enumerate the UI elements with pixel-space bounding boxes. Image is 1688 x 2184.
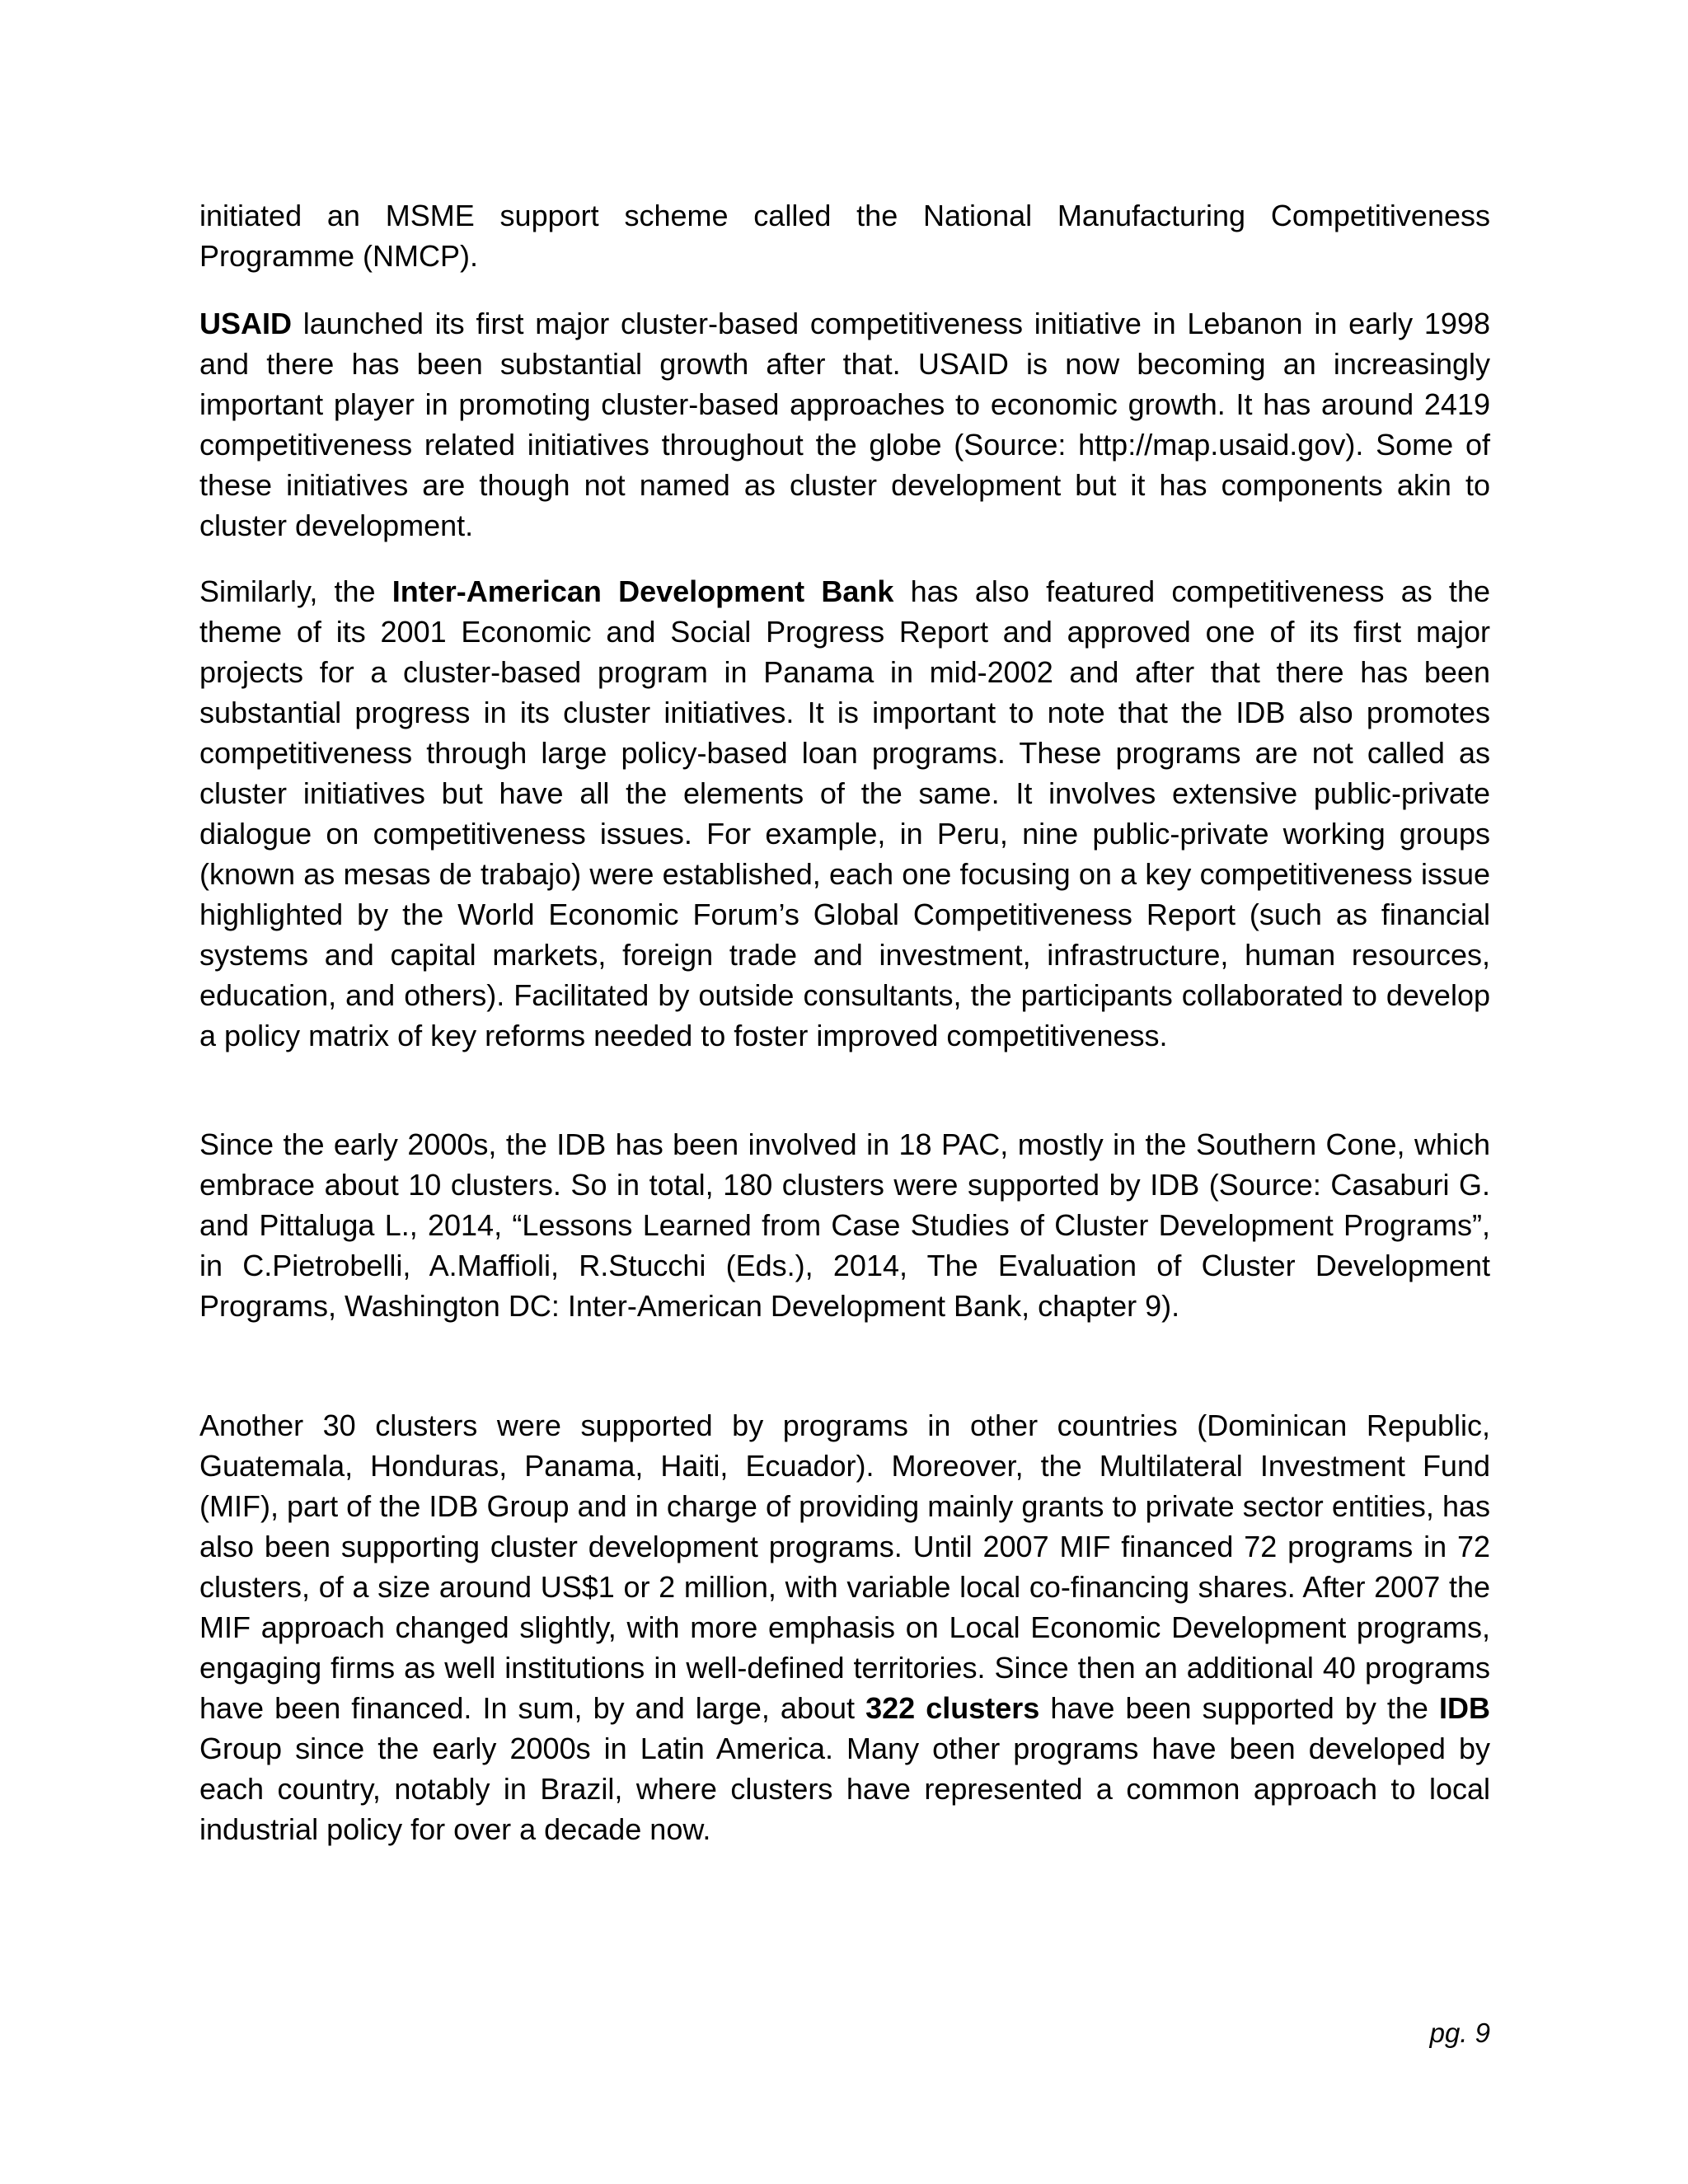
paragraph-text: launched its first major cluster-based competitiveness initiative in Lebanon in early 1998 and there has been substantial growth after that. USAID is now becoming an increasingly important player in promoting cluster-based approaches to economic growth. It has around 2419 competitiveness related initiatives throughout the globe (Source: http://map.usaid.gov). Some of these initiatives are though not named as cluster development but it has components akin to cluster development. xyxy=(199,307,1490,542)
paragraph-text: have been supported by the xyxy=(1039,1691,1439,1725)
paragraph-pac xyxy=(199,1124,1490,1326)
bold-term-idb-group: IDB xyxy=(1438,1691,1490,1725)
bold-term-usaid: USAID xyxy=(199,307,293,340)
paragraph-mif xyxy=(199,1405,1490,1849)
paragraph-text: Group since the early 2000s in Latin America. Many other programs have been developed by each country, notably in Brazil, where clusters have represented a common approach to local industrial policy for over a decade now. xyxy=(199,1732,1490,1846)
bold-term-idb: Inter-American Development Bank xyxy=(392,574,894,608)
paragraph-lead-text: Similarly, the xyxy=(199,574,392,608)
paragraph-text: initiated an MSME support scheme called the National Manufacturing Competitiveness Programme (NMCP). xyxy=(199,199,1490,273)
paragraph-idb xyxy=(199,571,1490,1056)
paragraph-text: Another 30 clusters were supported by programs in other countries (Dominican Republic, Guatemala, Honduras, Panama, Haiti, Ecuador). Moreover, the Multilateral Investment Fund (MIF), part of the IDB Group and in charge of providing mainly grants to private sector entities, has also been supporting cluster development programs. Until 2007 MIF financed 72 programs in 72 clusters, of a size around US$1 or 2 million, with variable local co-financing shares. After 2007 the MIF approach changed slightly, with more emphasis on Local Economic Development programs, engaging firms as well institutions in well-defined territories. Since then an additional 40 programs have been financed. In sum, by and large, about xyxy=(199,1408,1490,1725)
paragraph-nmcp xyxy=(199,195,1490,276)
paragraph-usaid xyxy=(199,303,1490,546)
page-number: pg. 9 xyxy=(1429,2018,1490,2048)
paragraph-text: Since the early 2000s, the IDB has been involved in 18 PAC, mostly in the Southern Cone, which embrace about 10 clusters. So in total, 180 clusters were supported by IDB (Source: Casaburi G. and Pittaluga L., 2014, “Lessons Learned from Case Studies of Cluster Development Programs”, in C.Pietrobelli, A.Maffioli, R.Stucchi (Eds.), 2014, The Evaluation of Cluster Development Programs, Washington DC: Inter-American Development Bank, chapter 9). xyxy=(199,1127,1490,1323)
paragraph-text: has also featured competitiveness as the theme of its 2001 Economic and Social Progress Report and approved one of its first major projects for a cluster-based program in Panama in mid-2002 and after that there has been substantial progress in its cluster initiatives. It is important to note that the IDB also promotes competitiveness through large policy-based loan programs. These programs are not called as cluster initiatives but have all the elements of the same. It involves extensive public-private dialogue on competitiveness issues. For example, in Peru, nine public-private working groups (known as mesas de trabajo) were established, each one focusing on a key competitiveness issue highlighted by the World Economic Forum’s Global Competitiveness Report (such as financial systems and capital markets, foreign trade and investment, infrastructure, human resources, education, and others). Facilitated by outside consultants, the participants collaborated to develop a policy matrix of key reforms needed to foster improved competitiveness. xyxy=(199,574,1490,1052)
bold-term-clusters: 322 clusters xyxy=(865,1691,1040,1725)
